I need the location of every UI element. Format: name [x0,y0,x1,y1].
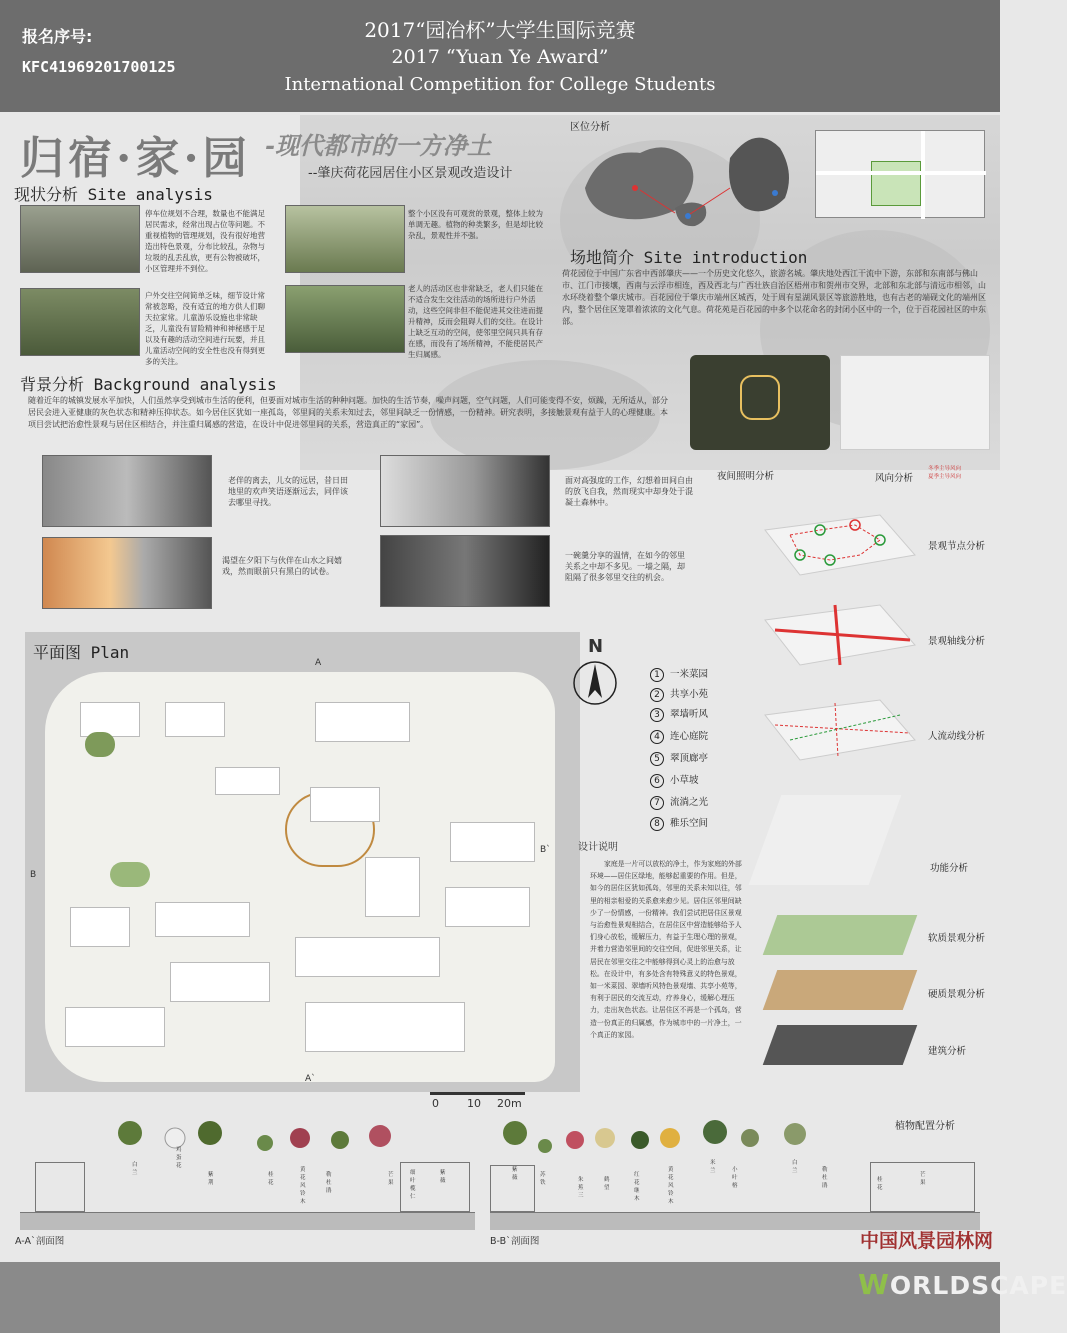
aa-plant-1: 鸡蛋花 [176,1147,182,1169]
site-text-3: 户外交往空间简单乏味，细节设计常常被忽略，没有适宜的地方供人们聊天拉家常。儿童游乐设施也非常缺乏，儿童没有冒险精神和神秘感于足以及有趣的活动空间进行玩要，并且儿童活动空间的安全性也没有得到更多的关注。 [145,291,265,366]
aa-plant-7: 细叶榄仁 [410,1170,416,1200]
background-caption-2: 面对高强度的工作，幻想着田间自由的放飞自我，然而现实中却身处于混凝土森林中。 [565,476,693,507]
competition-title-en1: 2017 “Yuan Ye Award” [391,46,609,68]
aa-plant-4: 黄花风铃木 [300,1167,306,1205]
background-text: 随着近年的城镇发展水平加快，人们虽然享受到城市生活的便利，但要面对城市生活的种种问题。加快的生活节奏，噪声问题，空气问题，人们可能变得不安，烦躁，无所适从，部分居民会进入亚健康的灰色状态和精神压抑状态。如今居住区犹如一座孤岛，邻里间的关系未知过去，邻里间缺乏一份情感，一份精神。研究表明，多接触景观有益于人的心理健康。本项目尝试把治愈性景观与居住区相结合，并注重归属感的营造，在设计中促进邻里间的关系，营造真正的“家园”。 [28,396,668,429]
background-photo-elderly [42,455,212,527]
aa-plant-5: 勒杜鹃 [326,1172,332,1194]
bb-plant-2: 朱蕉三 [578,1177,584,1199]
aa-plant-8: 紫薇 [440,1170,446,1184]
design-notes-text: 家庭是一片可以放松的净土，作为家庭的外部环境——居住区绿地，能够起重要的作用。但是，如今的居住区犹如孤岛，邻里的关系未知以往，邻里的相亲相爱的关系愈来愈少见。居住区邻里间缺少了一份情感，一份精神。我们尝试把居住区景观与治愈性景观相结合，在居住区中营造能够给予人们身心放松，缓解压力，有益于生理心理的景观，并着力营造邻里间的交往空间，促进邻里关系，让居民在邻里交往之中能够得到心灵上的治愈与放松。在设计中，有多处含有特殊意义的特色景观，如一米菜园、翠墙听风特色景观墙、共享小苑等，有利于居民的交流互动，疗养身心，缓解心理压力，走出灰色状态。让居住区不再是一个孤岛，营造一份真正的归属感，作为城市中的一片净土，一个真正的家园。 [590,860,742,1039]
poster-main-title: 归宿·家·园 [20,133,251,184]
poster-subtitle-2: --肇庆荷花园居住小区景观改造设计 [308,166,513,181]
axis-analysis-label: 景观轴线分析 [928,636,986,647]
background-caption-1: 老伴的离去，儿女的远居，昔日田地里的欢声笑语逐渐远去，同伴该去哪里寻找。 [228,476,348,507]
site-photo-elderly [285,285,405,353]
site-intro-heading: 场地简介 Site introduction [570,248,808,267]
footer-bar [0,1262,1000,1333]
plan-heading: 平面图 Plan [33,643,130,662]
background-heading: 背景分析 Background analysis [20,375,277,394]
section-mark-a-prime: A` [305,1074,316,1084]
registration-label: 报名序号: [22,27,93,46]
site-photo-playground [20,288,140,356]
hard-landscape-label: 硬质景观分析 [928,989,986,1000]
legend-item-4: 4 连心庭院 [650,728,708,744]
site-text-2: 整个小区没有可观赏的景观，整体上较为单调无趣。植物的种类繁多，但是却比较杂乱，景观性并不强。 [408,209,543,240]
section-aa-label: A-A`剖面图 [15,1236,65,1247]
site-text-4: 老人的活动区也非常缺乏，老人们只能在不适合发生交往活动的场所进行户外活动，这些空间非但不能促进其交往进而提升精神，反而会阻碍人们的交往。在设计上缺乏互动的空间，使邻里空间只具有存在感，而没有了场所精神，不能使居民产生归属感。 [408,284,543,359]
wind-analysis-label: 风向分析 [875,473,914,484]
bb-plant-3: 鹤望 [604,1177,610,1191]
aa-plant-0: 白兰 [132,1162,138,1176]
background-caption-4: 一碗羹分享的温情，在如今的邻里关系之中却不多见。一墙之隔，却阻隔了很多邻里交往的机会。 [565,551,685,582]
building-diagram [763,1025,918,1065]
background-photo-neighbors [380,535,550,607]
north-arrow-icon [572,660,618,706]
location-heading: 区位分析 [570,122,610,133]
background-photo-cyclists [380,455,550,527]
bb-plant-4: 红花继木 [634,1172,640,1202]
competition-title-cn: 2017“园冶杯”大学生国际竞赛 [364,18,636,42]
soft-landscape-label: 软质景观分析 [928,933,986,944]
watermark-worldscape [858,1268,1067,1301]
site-plan [25,632,580,1092]
bb-plant-7: 小叶榕 [732,1167,738,1189]
aa-plant-2: 紫荆 [208,1172,214,1186]
wind-legend-winter: 冬季主导风向 [928,466,962,472]
bb-plant-5: 黄花风铃木 [668,1167,674,1205]
wind-legend-summer: 夏季主导风向 [928,474,962,480]
background-caption-3: 渴望在夕阳下与伙伴在山水之间嬉戏，然而眼前只有黑白的试卷。 [222,556,342,576]
location-maps [580,128,810,243]
scale-0: 0 [432,1097,439,1110]
header-bar [0,0,1000,112]
scale-10: 10 [467,1097,481,1110]
section-aa-plant-icons [100,1118,400,1158]
poster-subtitle: -现代都市的一方净土 [265,131,491,160]
legend-item-3: 3 翠墙听风 [650,706,708,722]
location-detail-map [815,130,985,218]
scale-bar [430,1092,525,1095]
aa-plant-3: 桂花 [268,1172,274,1186]
bb-plant-1: 苏铁 [540,1172,546,1186]
scale-20m: 20m [497,1097,522,1110]
node-analysis-label: 景观节点分析 [928,541,986,552]
bb-plant-9: 勒杜鹃 [822,1167,828,1189]
hard-landscape-diagram [763,970,918,1010]
site-intro-text: 荷花园位于中国广东省中西部肇庆——一个历史文化悠久，旅游名城。肇庆地处西江干流中下游，东部和东南部与佛山市、江门市接壤，西南与云浮市相连，西及西北与广西壮族自治区梧州市和贺州市交界，北部和东北部与清远市相邻，山水环绕着整个肇庆城市。百花园位于肇庆市端州区城西，处于周有星湖风景区等旅游胜地，也有古老的端砚文化的端州区内，整个居住区笼罩着浓浓的文化气息。荷花苑是百花园的中多个以花命名的封闭小区中的一个，位于百花园社区的中东部。 [562,269,986,326]
section-aa-ground [20,1212,475,1230]
section-bb-plant-icons [495,1118,825,1158]
bb-plant-10: 桂花 [877,1177,883,1191]
night-lighting-map [690,355,830,450]
legend-item-6: 6 小草坡 [650,772,699,788]
flow-analysis-label: 人流动线分析 [928,731,986,742]
site-photo-parking [20,205,140,273]
section-mark-a: A [315,658,322,668]
background-photo-children [42,537,212,609]
legend-item-2: 2 共享小苑 [650,686,708,702]
axis-analysis-diagram [760,600,920,670]
legend-item-1: 1 一米菜园 [650,666,708,682]
legend-item-8: 8 稚乐空间 [650,815,708,831]
function-analysis-diagram [749,795,902,885]
wind-analysis-map [840,355,990,450]
aa-plant-6: 芒果 [388,1172,394,1186]
watermark-chla: 中国风景园林网 [860,1230,994,1252]
section-mark-b-prime: B` [540,845,551,855]
design-notes-heading: 设计说明 [578,842,618,853]
site-photo-plants [285,205,405,273]
node-analysis-diagram [760,510,920,580]
site-text-1: 停车位规划不合理，数量也不能满足居民需求，经常出现占位等问题。不重视植物的管理规划，没有很好地营造出特色景观，分布比较乱，杂物与垃圾的乱丢乱放，更有公物被破坏，小区管理并不到位。 [145,209,265,273]
registration-code: KFC41969201700125 [22,58,176,76]
bb-plant-6: 米兰 [710,1160,716,1174]
function-analysis-label: 功能分析 [930,863,969,874]
site-analysis-heading: 现状分析 Site analysis [14,185,213,204]
competition-title-en2: International Competition for College Students [284,74,716,95]
plant-analysis-label: 植物配置分析 [895,1121,955,1132]
flow-analysis-diagram [760,695,920,765]
watermark-w-letter: W [858,1268,890,1301]
bb-plant-8: 白兰 [792,1160,798,1174]
watermark-word: ORLDSCAPE [889,1271,1067,1300]
north-arrow-label: N [588,636,604,657]
soft-landscape-diagram [763,915,918,955]
section-aa-building-left [35,1162,85,1212]
bb-plant-0: 紫薇 [512,1167,518,1181]
legend-item-7: 7 流淌之光 [650,794,708,810]
bb-plant-11: 芒果 [920,1172,926,1186]
section-bb-label: B-B`剖面图 [490,1236,540,1247]
building-analysis-label: 建筑分析 [928,1046,967,1057]
wind-legend [928,465,961,481]
night-lighting-label: 夜间照明分析 [717,471,775,482]
legend-item-5: 5 翠顶廊亭 [650,750,708,766]
section-mark-b: B [30,870,37,880]
